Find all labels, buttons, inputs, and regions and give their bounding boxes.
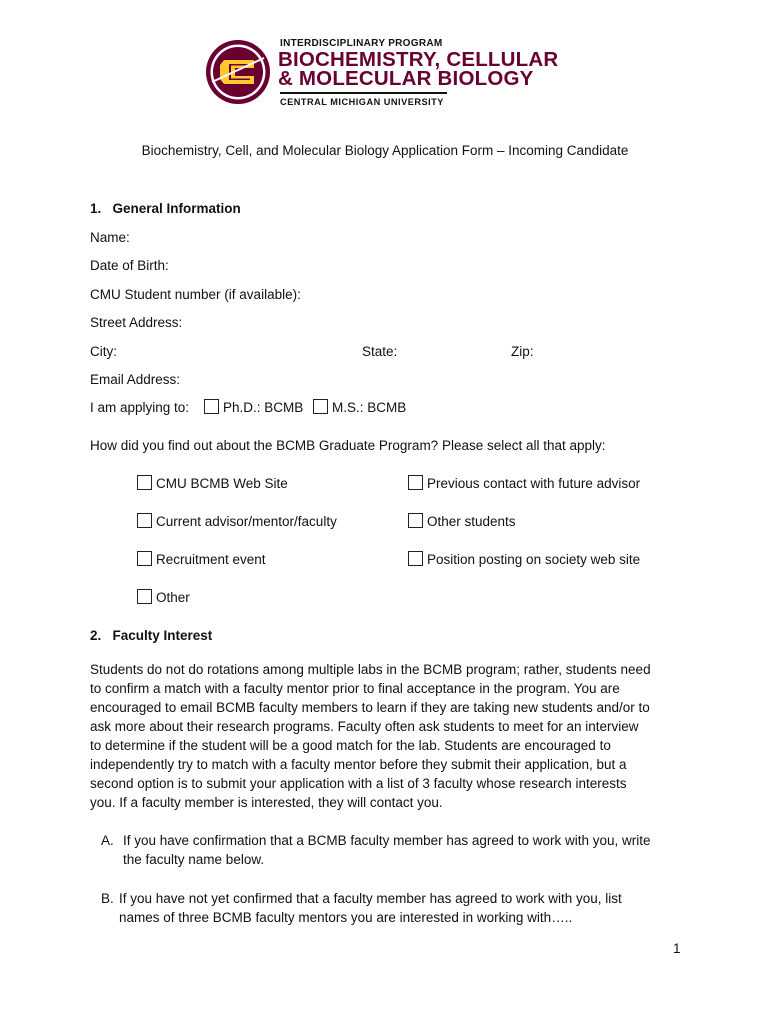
paragraph-line: encouraged to email BCMB faculty members to learn if they are taking new students and/or to bbox=[90, 700, 650, 715]
street-address-field-label: Street Address: bbox=[90, 315, 183, 330]
logo-university: CENTRAL MICHIGAN UNIVERSITY bbox=[280, 97, 444, 107]
ms-checkbox[interactable] bbox=[313, 399, 328, 414]
ms-option-label: M.S.: BCMB bbox=[332, 400, 407, 415]
section1-heading: 1. General Information bbox=[90, 201, 241, 216]
dob-field-label: Date of Birth: bbox=[90, 258, 169, 273]
item-a-marker: A. bbox=[101, 833, 114, 848]
source-option-current-advisor[interactable] bbox=[137, 512, 337, 531]
source-option-label: Other students bbox=[427, 514, 516, 529]
paragraph-line: second option is to submit your application with a list of 3 faculty whose research interests bbox=[90, 776, 627, 791]
source-option-label: CMU BCMB Web Site bbox=[156, 476, 288, 491]
item-a-line: the faculty name below. bbox=[123, 852, 265, 867]
item-a-line: If you have confirmation that a BCMB faculty member has agreed to work with you, write bbox=[123, 833, 651, 848]
paragraph-line: independently try to match with a faculty mentor before they submit their application, but a bbox=[90, 757, 627, 772]
item-a-text bbox=[123, 831, 650, 869]
logo-divider bbox=[280, 92, 447, 94]
logo-name-line1: BIOCHEMISTRY, CELLULAR bbox=[278, 48, 559, 71]
form-title: Biochemistry, Cell, and Molecular Biology Application Form – Incoming Candidate bbox=[141, 143, 629, 158]
page-number: 1 bbox=[673, 941, 681, 956]
source-checkbox[interactable] bbox=[137, 551, 152, 566]
source-option-other-students[interactable] bbox=[408, 512, 516, 531]
item-b-line: If you have not yet confirmed that a faculty member has agreed to work with you, list bbox=[119, 891, 622, 906]
item-b-marker: B. bbox=[101, 891, 114, 906]
item-b-text bbox=[119, 889, 622, 927]
source-option-previous-contact[interactable] bbox=[408, 474, 640, 493]
source-option-label: Previous contact with future advisor bbox=[427, 476, 641, 491]
source-option-cmu-web-site[interactable] bbox=[137, 474, 288, 493]
source-question: How did you find out about the BCMB Graduate Program? Please select all that apply: bbox=[90, 438, 606, 453]
phd-option[interactable] bbox=[204, 398, 303, 417]
state-field-label: State: bbox=[362, 344, 398, 359]
source-checkbox[interactable] bbox=[137, 475, 152, 490]
source-checkbox[interactable] bbox=[137, 589, 152, 604]
email-field-label: Email Address: bbox=[90, 372, 181, 387]
student-number-field-label: CMU Student number (if available): bbox=[90, 287, 301, 302]
item-b-line: names of three BCMB faculty mentors you are interested in working with….. bbox=[119, 910, 573, 925]
source-option-recruitment-event[interactable] bbox=[137, 550, 266, 569]
zip-field-label: Zip: bbox=[511, 344, 534, 359]
source-option-other[interactable] bbox=[137, 588, 190, 607]
name-field-label: Name: bbox=[90, 230, 130, 245]
paragraph-line: you. If a faculty member is interested, they will contact you. bbox=[90, 795, 443, 810]
cmu-action-c-logo bbox=[204, 38, 272, 106]
faculty-interest-paragraph bbox=[90, 660, 690, 812]
paragraph-line: to determine if the student will be a good match for the lab. Students are encouraged to bbox=[90, 738, 611, 753]
source-option-label: Recruitment event bbox=[156, 552, 266, 567]
phd-option-label: Ph.D.: BCMB bbox=[223, 400, 304, 415]
city-field-label: City: bbox=[90, 344, 117, 359]
ms-option[interactable] bbox=[313, 398, 406, 417]
source-checkbox[interactable] bbox=[408, 551, 423, 566]
source-checkbox[interactable] bbox=[137, 513, 152, 528]
source-checkbox[interactable] bbox=[408, 475, 423, 490]
source-option-label: Other bbox=[156, 590, 190, 605]
section2-heading: 2. Faculty Interest bbox=[90, 628, 213, 643]
logo-name-line2: & MOLECULAR BIOLOGY bbox=[278, 67, 534, 90]
applying-label: I am applying to: bbox=[90, 400, 190, 415]
paragraph-line: Students do not do rotations among multiple labs in the BCMB program; rather, students need bbox=[90, 662, 651, 677]
source-option-position-posting[interactable] bbox=[408, 550, 640, 569]
paragraph-line: to confirm a match with a faculty mentor prior to final acceptance in the program. You are bbox=[90, 681, 620, 696]
source-option-label: Current advisor/mentor/faculty bbox=[156, 514, 337, 529]
phd-checkbox[interactable] bbox=[204, 399, 219, 414]
paragraph-line: ask more about their research programs. Faculty often ask students to meet for an interview bbox=[90, 719, 639, 734]
source-option-label: Position posting on society web site bbox=[427, 552, 641, 567]
source-checkbox[interactable] bbox=[408, 513, 423, 528]
logo-program-label: INTERDISCIPLINARY PROGRAM bbox=[280, 38, 443, 49]
